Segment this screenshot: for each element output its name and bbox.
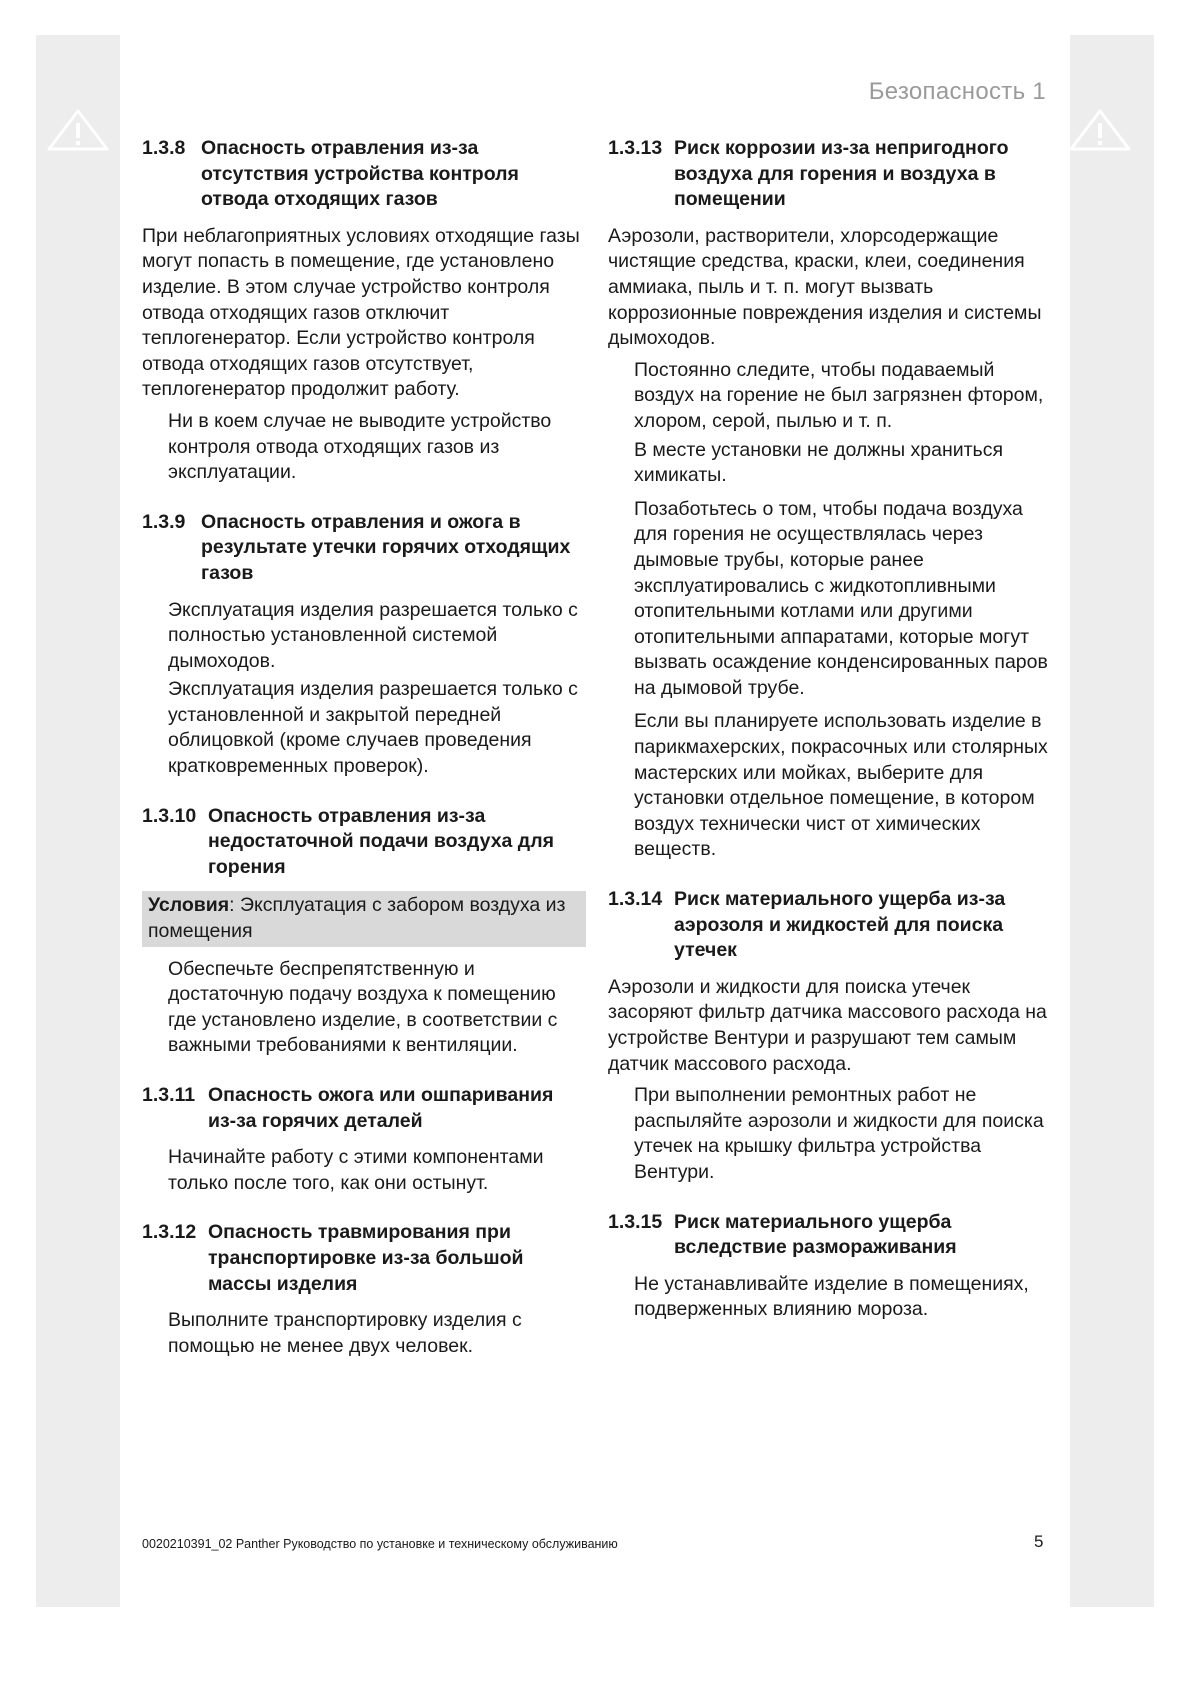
warning-triangle-icon: [46, 108, 110, 152]
section-heading-1-3-15: [608, 1210, 1054, 1261]
left-column: [142, 136, 586, 1359]
section-number: 1.3.10: [142, 804, 197, 827]
action-instruction: Обеспечьте беспрепятственную и достаточную подачу воздуха к помещению где установлено изделие, в соответствии с важными требованиями к вентиляции.: [168, 957, 558, 1057]
action-instruction: Постоянно следите, чтобы подаваемый воздух на горение не был загрязнен фтором, хлором, серой, пылью и т. п.: [634, 358, 1044, 432]
warning-triangle-icon: [1068, 108, 1132, 152]
section-number: 1.3.12: [142, 1221, 197, 1244]
left-margin-band: [36, 35, 120, 1607]
section-number: 1.3.15: [608, 1210, 663, 1233]
action-instruction: При выполнении ремонтных работ не распыляйте аэрозоли и жидкости для поиска утечек на крышку фильтра устройства Вентури.: [634, 1084, 1044, 1183]
section-intro-text: При неблагоприятных условиях отходящие газы могут попасть в помещение, где установлено изделие. В этом случае устройство контроля отвода отходящих газов отключит теплогенератор. Если устройство контроля отвода отходящих газов отсутствует, теплогенератор продолжит работу.: [142, 224, 580, 401]
section-heading-1-3-10: [142, 804, 586, 881]
section-title: Опасность отравления из-за отсутствия устройства контроля отвода отходящих газов: [201, 137, 519, 211]
right-margin-band: [1070, 35, 1154, 1607]
section-heading-1-3-14: [608, 887, 1054, 964]
section-title: Риск материального ущерба из-за аэрозоля и жидкостей для поиска утечек: [674, 888, 1006, 962]
action-instruction: Выполните транспортировку изделия с помощью не менее двух человек.: [168, 1309, 522, 1357]
running-header-title: Безопасность 1: [868, 78, 1046, 105]
section-title: Опасность отравления и ожога в результате утечки горячих отходящих газов: [201, 510, 571, 584]
action-instruction: Позаботьтесь о том, чтобы подача воздуха для горения не осуществлялась через дымовые трубы, которые ранее эксплуатировались с жидкотопливными отопительными котлами или другими отопительными аппаратами, которые могут вызвать осаждение конденсированных паров на дымовой трубе.: [634, 497, 1048, 699]
condition-box: [142, 891, 586, 946]
section-title: Опасность отравления из-за недостаточной подачи воздуха для горения: [208, 804, 554, 878]
action-instruction: Если вы планируете использовать изделие в парикмахерских, покрасочных или столярных мастерских или мойках, выберите для установки отдельное помещение, в котором воздух технически чист от химических веществ.: [634, 710, 1048, 861]
section-number: 1.3.11: [142, 1084, 196, 1106]
section-heading-1-3-9: [142, 510, 586, 587]
footer-document-info: 0020210391_02 Panther Руководство по установке и техническому обслуживанию: [142, 1537, 618, 1551]
section-heading-1-3-12: [142, 1220, 586, 1297]
page-number: 5: [1034, 1532, 1044, 1551]
section-title: Риск коррозии из-за непригодного воздуха для горения и воздуха в помещении: [674, 137, 1009, 211]
action-instruction: Эксплуатация изделия разрешается только с установленной и закрытой передней облицовкой (кроме случаев проведения кратковременных проверок).: [168, 678, 578, 778]
section-title: Опасность ожога или ошпаривания из-за горячих деталей: [208, 1084, 554, 1132]
section-intro-text: Аэрозоли и жидкости для поиска утечек засоряют фильтр датчика массового расхода на устройстве Вентури и разрушают тем самым датчик массового расхода.: [608, 975, 1047, 1075]
action-instruction: Начинайте работу с этими компонентами только после того, как они остынут.: [168, 1146, 544, 1194]
section-title: Опасность травмирования при транспортировке из-за большой массы изделия: [208, 1221, 524, 1295]
section-heading-1-3-13: [608, 136, 1054, 213]
section-number: 1.3.9: [142, 510, 186, 533]
condition-text: : Эксплуатация с забором воздуха из помещения: [148, 894, 566, 943]
section-number: 1.3.8: [142, 137, 186, 159]
section-heading-1-3-11: [142, 1083, 586, 1134]
action-instruction: В месте установки не должны храниться химикаты.: [634, 438, 1004, 487]
section-number: 1.3.13: [608, 137, 663, 159]
action-instruction: Эксплуатация изделия разрешается только с полностью установленной системой дымоходов.: [168, 598, 578, 672]
condition-label: Условия: [148, 894, 230, 917]
action-instruction: Не устанавливайте изделие в помещениях, подверженных влиянию мороза.: [634, 1272, 1029, 1321]
action-instruction: Ни в коем случае не выводите устройство контроля отвода отходящих газов из эксплуатации.: [168, 409, 552, 484]
section-heading-1-3-8: [142, 136, 586, 213]
section-intro-text: Аэрозоли, растворители, хлорсодержащие чистящие средства, краски, клеи, соединения аммиака, пыль и т. п. могут вызвать коррозионные повреждения изделия и системы дымоходов.: [608, 224, 1042, 350]
section-title: Риск материального ущерба вследствие размораживания: [674, 1210, 957, 1259]
right-column: [608, 136, 1054, 1323]
section-number: 1.3.14: [608, 888, 663, 911]
